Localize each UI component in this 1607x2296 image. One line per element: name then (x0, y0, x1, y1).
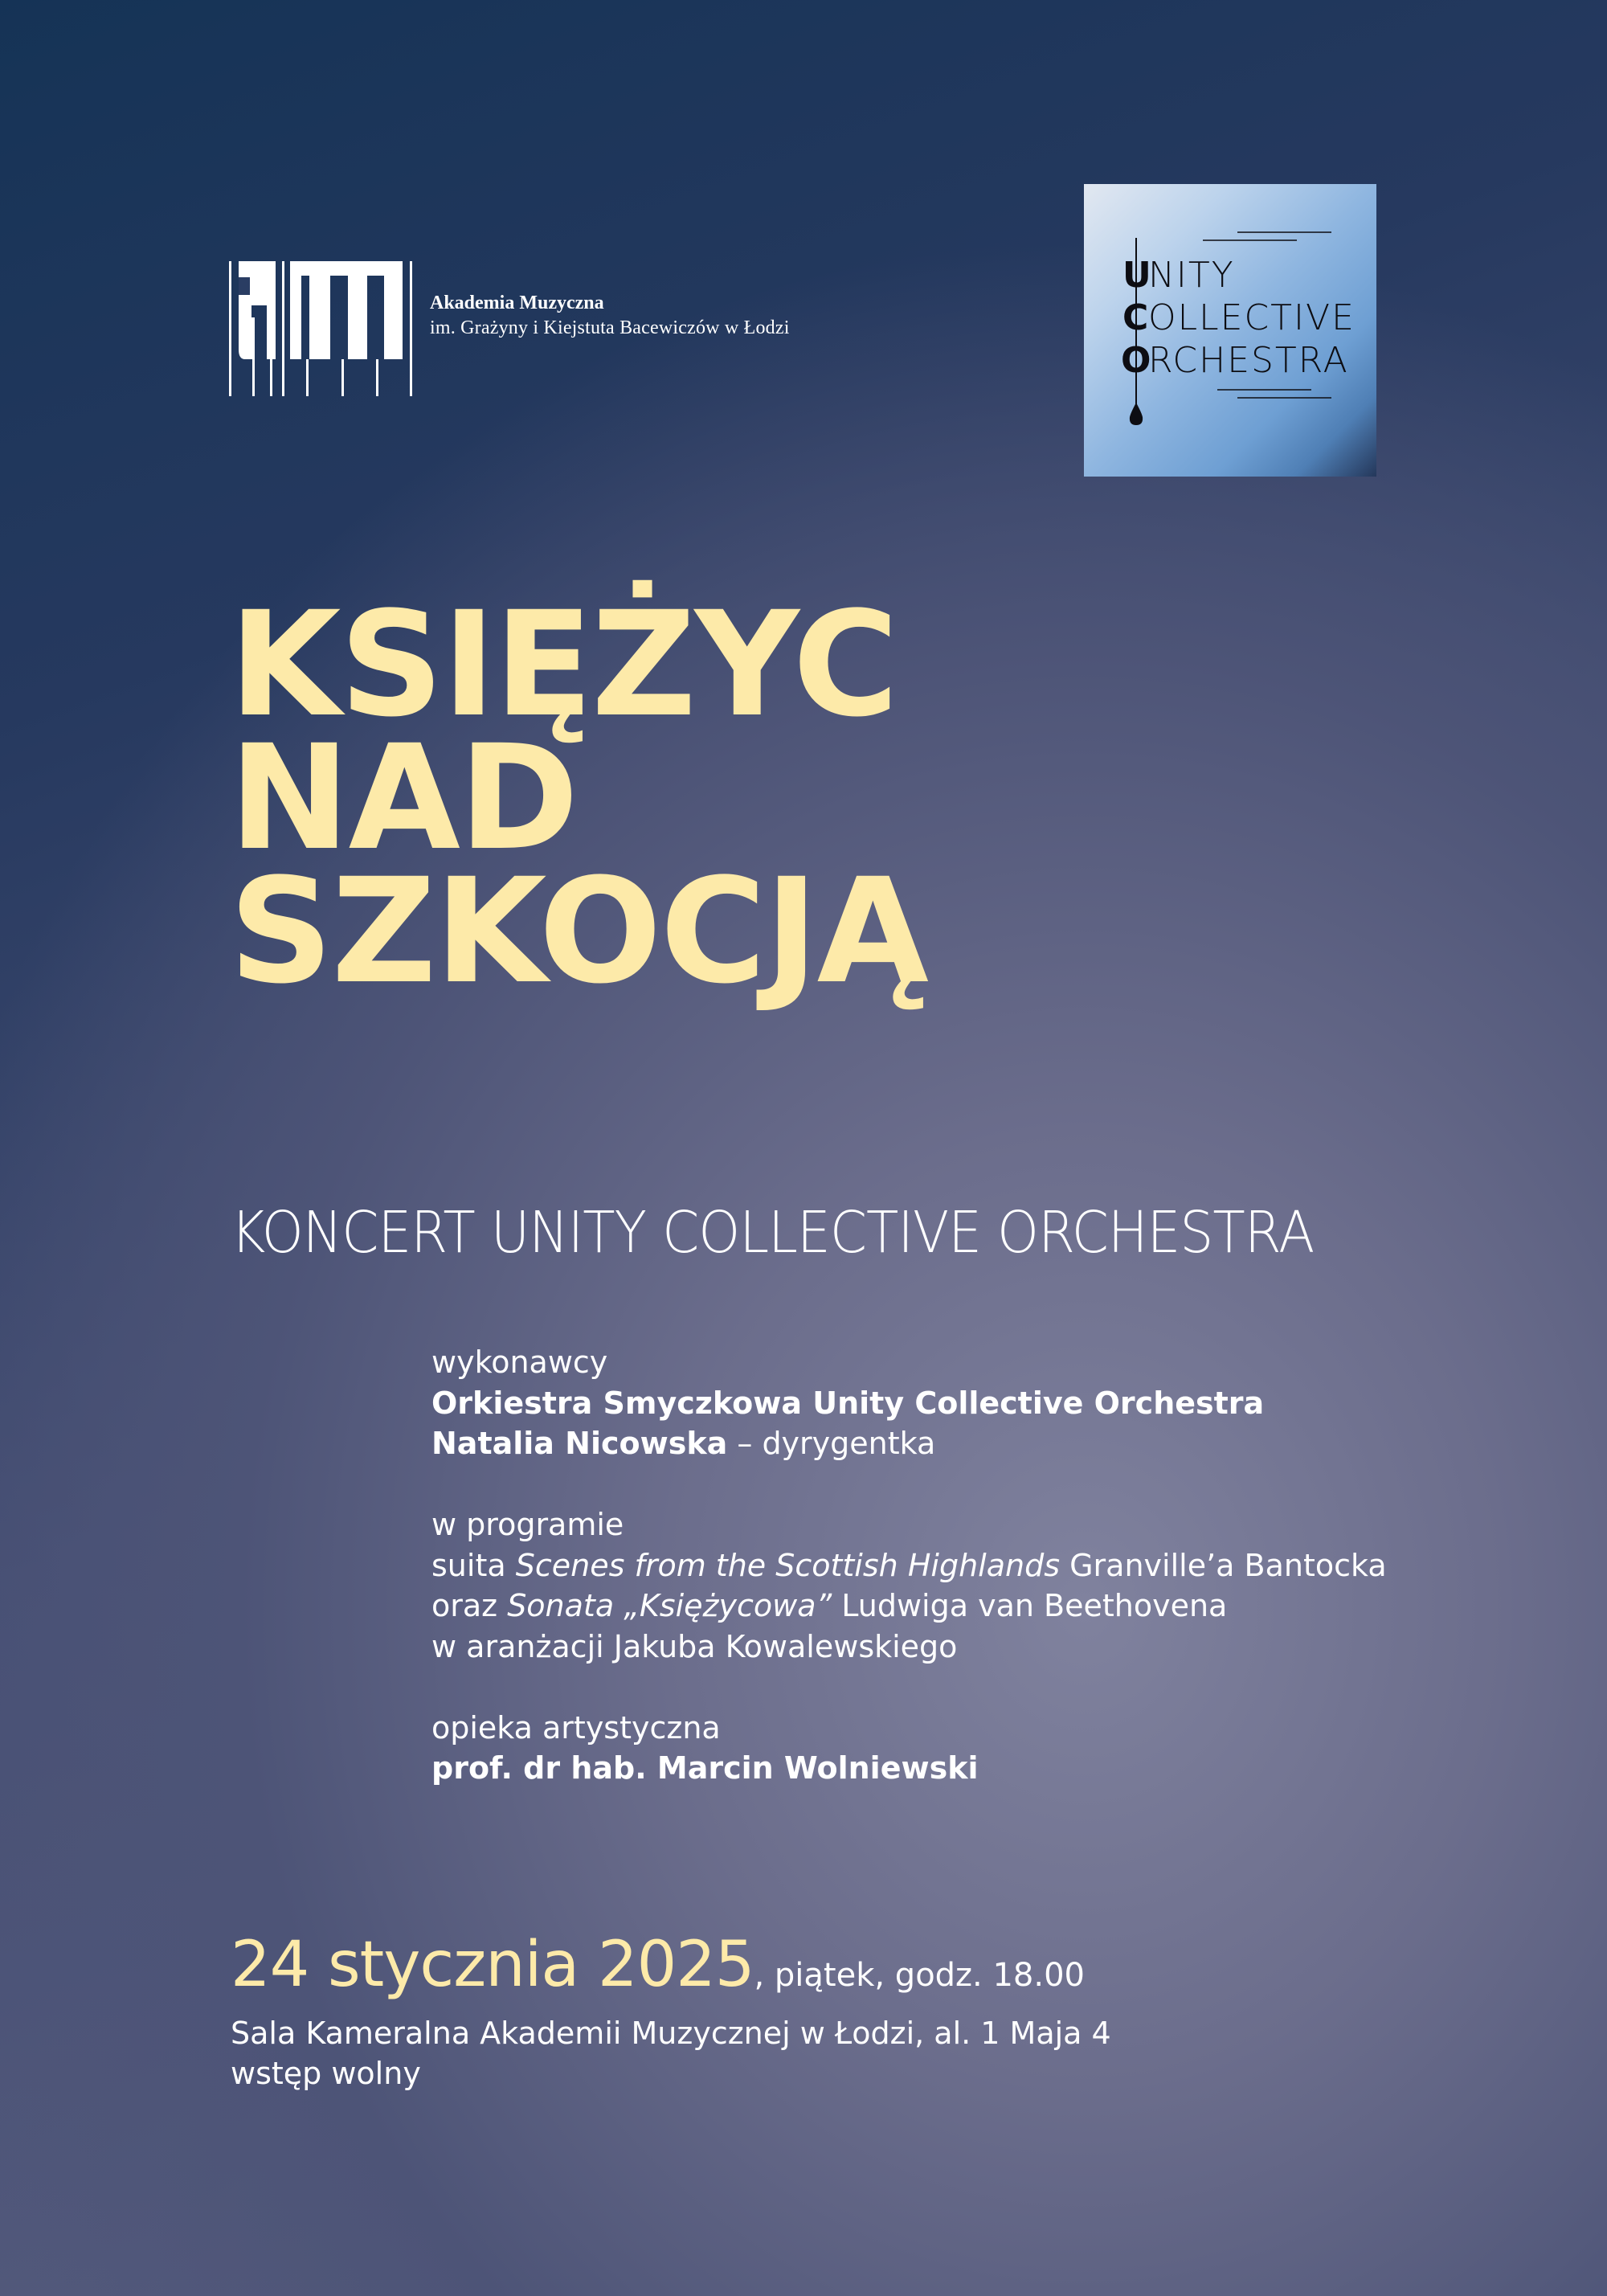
event-venue-block (231, 2013, 1111, 2093)
academy-name-block (430, 291, 790, 341)
program-line-1 (431, 1545, 1387, 1586)
event-date: 24 stycznia 2025 (231, 1929, 754, 2001)
performers-label: wykonawcy (431, 1344, 608, 1380)
program-work-2: Sonata „Księżycowa” (507, 1588, 832, 1623)
program-line-2 (431, 1586, 1387, 1627)
orchestra-logo (1084, 184, 1376, 477)
conductor-role: – dyrygentka (727, 1426, 936, 1461)
uco-initial-c: C (1122, 297, 1149, 338)
uco-rest-3: RCHESTRA (1148, 340, 1349, 381)
academy-subname: im. Grażyny i Kiejstuta Bacewiczów w Łodzi (430, 317, 790, 338)
supervision-label: opieka artystyczna (431, 1709, 721, 1746)
uco-rest-1: NITY (1148, 255, 1235, 296)
tuning-fork-drop-icon (1084, 184, 1376, 477)
program-composer-2: Ludwiga van Beethovena (832, 1588, 1228, 1623)
academy-logo (229, 261, 414, 396)
event-venue: Sala Kameralna Akademii Muzycznej w Łodzi, al. 1 Maja 4 (231, 2016, 1111, 2051)
piano-keys-am-monogram-icon (229, 261, 414, 396)
title-line-2: NAD (229, 714, 578, 882)
program-line-3: w aranżacji Jakuba Kowalewskiego (431, 1628, 958, 1664)
title-line-3: SZKOCJĄ (229, 848, 927, 1016)
academy-name: Akademia Muzyczna (430, 293, 604, 313)
uco-initial-o: O (1121, 340, 1151, 381)
event-admission: wstęp wolny (231, 2056, 421, 2091)
program-prefix: oraz (431, 1588, 508, 1623)
event-day-time: , piątek, godz. 18.00 (754, 1957, 1085, 1994)
subtitle-text: KONCERT UNITY COLLECTIVE ORCHESTRA (231, 1199, 1315, 1266)
program-prefix: suita (431, 1547, 516, 1583)
supervisor-name: prof. dr hab. Marcin Wolniewski (431, 1750, 979, 1786)
uco-initial-u: U (1122, 255, 1151, 296)
concert-details (431, 1342, 1387, 1789)
event-date-line (231, 1929, 1085, 2001)
program-label: w programie (431, 1507, 624, 1542)
program-work-1: Scenes from the Scottish Highlands (515, 1547, 1061, 1583)
subtitle (231, 1199, 1396, 1266)
conductor-name: Natalia Nicowska (431, 1426, 728, 1461)
uco-rest-2: OLLECTIVE (1148, 297, 1356, 338)
title-line-1: KSIĘŻYC (229, 581, 898, 749)
program-composer-1: Granville’a Bantocka (1060, 1547, 1387, 1583)
conductor-line (431, 1423, 1387, 1464)
ensemble-name: Orkiestra Smyczkowa Unity Collective Orchestra (431, 1385, 1265, 1421)
